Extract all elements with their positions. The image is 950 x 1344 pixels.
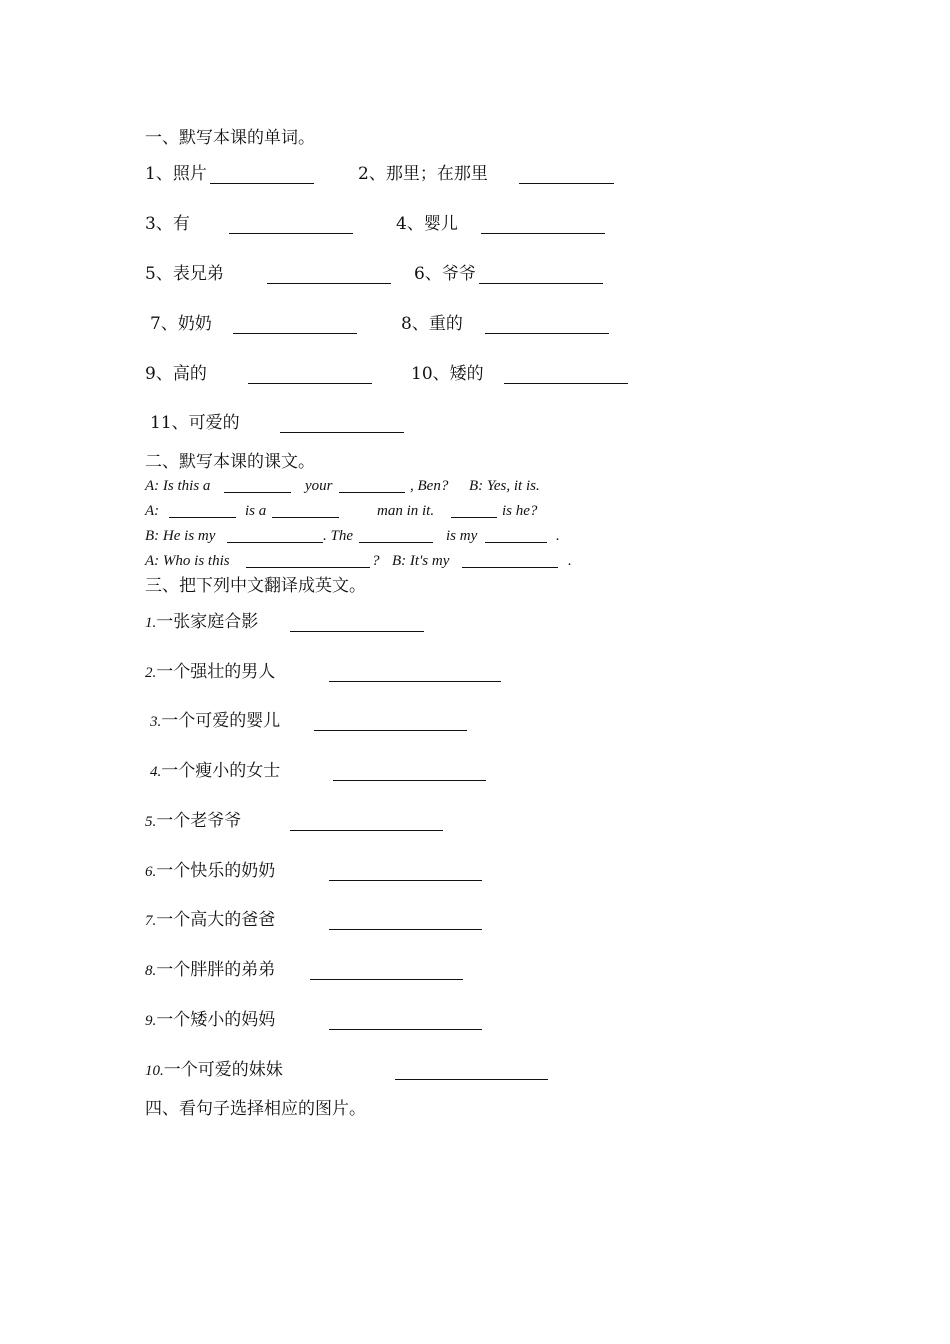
answer-blank[interactable] <box>210 167 314 184</box>
section-2-heading: 二、默写本课的课文。 <box>145 452 315 472</box>
answer-blank[interactable] <box>329 864 482 881</box>
translation-item-1 <box>145 612 258 633</box>
answer-blank[interactable] <box>329 1013 482 1030</box>
translation-text: 一个强壮的男人 <box>156 662 276 682</box>
dialogue-4-c: B: It's my <box>392 553 450 569</box>
word-num: 9 <box>145 364 156 384</box>
word-text: 爷爷 <box>441 264 476 284</box>
word-num: 5 <box>145 264 156 284</box>
answer-blank[interactable] <box>333 764 486 781</box>
answer-blank[interactable] <box>290 615 424 632</box>
word-item-5 <box>145 264 224 284</box>
dialogue-1-b: your <box>305 478 333 494</box>
answer-blank[interactable] <box>479 267 603 284</box>
translation-text: 一个高大的爸爸 <box>156 910 276 930</box>
answer-blank[interactable] <box>229 217 353 234</box>
translation-num: 7. <box>145 913 157 929</box>
word-text: 矮的 <box>449 364 484 384</box>
word-sep: 、 <box>411 314 429 334</box>
answer-blank[interactable] <box>227 526 323 543</box>
translation-item-3 <box>150 711 280 732</box>
word-sep: 、 <box>155 164 173 184</box>
dialogue-3-a: B: He is my <box>145 528 216 544</box>
translation-num: 6. <box>145 864 157 880</box>
answer-blank[interactable] <box>359 526 433 543</box>
translation-item-2 <box>145 662 275 683</box>
word-text: 婴儿 <box>423 214 458 234</box>
answer-blank[interactable] <box>462 551 558 568</box>
word-item-11 <box>150 413 240 433</box>
translation-num: 10. <box>145 1063 164 1079</box>
word-num: 1 <box>145 164 156 184</box>
word-item-8 <box>401 314 463 334</box>
translation-text: 一个瘦小的女士 <box>161 761 281 781</box>
dialogue-1-a: A: Is this a <box>145 478 211 494</box>
answer-blank[interactable] <box>280 416 404 433</box>
word-item-10 <box>411 364 484 384</box>
word-num: 10 <box>411 364 433 384</box>
dialogue-4-a: A: Who is this <box>145 553 230 569</box>
translation-item-6 <box>145 861 275 882</box>
word-text: 有 <box>172 214 190 234</box>
translation-text: 一个矮小的妈妈 <box>156 1010 276 1030</box>
word-num: 3 <box>145 214 156 234</box>
word-num: 6 <box>414 264 425 284</box>
translation-num: 8. <box>145 963 157 979</box>
answer-blank[interactable] <box>519 167 614 184</box>
word-text: 高的 <box>172 364 207 384</box>
answer-blank[interactable] <box>395 1063 548 1080</box>
section-3-heading: 三、把下列中文翻译成英文。 <box>145 576 366 596</box>
word-sep: 、 <box>155 364 173 384</box>
dialogue-2-b: is a <box>245 503 267 519</box>
dialogue-3-d: . <box>556 528 560 544</box>
word-text: 可爱的 <box>188 413 240 433</box>
translation-num: 5. <box>145 814 157 830</box>
answer-blank[interactable] <box>329 913 482 930</box>
dialogue-3-b: . The <box>323 528 353 544</box>
answer-blank[interactable] <box>246 551 370 568</box>
dialogue-4-b: ? <box>372 553 380 569</box>
word-sep: 、 <box>424 264 442 284</box>
translation-text: 一个快乐的奶奶 <box>156 861 276 881</box>
translation-text: 一个老爷爷 <box>156 811 242 831</box>
word-num: 7 <box>150 314 161 334</box>
word-item-3 <box>145 214 190 234</box>
word-item-2 <box>358 164 488 184</box>
translation-text: 一个可爱的妹妹 <box>163 1060 283 1080</box>
word-item-6 <box>414 264 476 284</box>
answer-blank[interactable] <box>485 526 547 543</box>
dialogue-1-c: , Ben? <box>410 478 449 494</box>
word-item-4 <box>396 214 458 234</box>
word-num: 4 <box>396 214 407 234</box>
word-sep: 、 <box>155 214 173 234</box>
word-text: 重的 <box>428 314 463 334</box>
word-sep: 、 <box>171 413 189 433</box>
answer-blank[interactable] <box>314 714 467 731</box>
answer-blank[interactable] <box>329 665 501 682</box>
translation-item-5 <box>145 811 241 832</box>
translation-item-8 <box>145 960 275 981</box>
answer-blank[interactable] <box>272 501 339 518</box>
translation-item-10 <box>145 1060 283 1081</box>
translation-text: 一个可爱的婴儿 <box>161 711 281 731</box>
word-num: 2 <box>358 164 369 184</box>
translation-num: 3. <box>150 714 162 730</box>
translation-text: 一个胖胖的弟弟 <box>156 960 276 980</box>
translation-item-4 <box>150 761 280 782</box>
dialogue-2-d: is he? <box>502 503 538 519</box>
word-num: 11 <box>150 413 172 433</box>
word-text: 奶奶 <box>177 314 212 334</box>
word-num: 8 <box>401 314 412 334</box>
word-sep: 、 <box>432 364 450 384</box>
word-text: 照片 <box>172 164 207 184</box>
dialogue-3-c: is my <box>446 528 478 544</box>
translation-num: 2. <box>145 665 157 681</box>
word-item-7 <box>150 314 212 334</box>
word-item-9 <box>145 364 207 384</box>
answer-blank[interactable] <box>248 367 372 384</box>
translation-num: 9. <box>145 1013 157 1029</box>
word-text: 表兄弟 <box>172 264 224 284</box>
translation-num: 4. <box>150 764 162 780</box>
section-4-heading: 四、看句子选择相应的图片。 <box>145 1099 366 1119</box>
translation-text: 一张家庭合影 <box>156 612 259 632</box>
word-sep: 、 <box>406 214 424 234</box>
dialogue-1-d: B: Yes, it is. <box>469 478 540 494</box>
answer-blank[interactable] <box>481 217 605 234</box>
word-item-1 <box>145 164 207 184</box>
answer-blank[interactable] <box>485 317 609 334</box>
answer-blank[interactable] <box>451 501 497 518</box>
translation-num: 1. <box>145 615 157 631</box>
word-sep: 、 <box>160 314 178 334</box>
dialogue-2-a: A: <box>145 503 160 519</box>
word-text: 那里；在那里 <box>385 164 488 184</box>
word-sep: 、 <box>368 164 386 184</box>
answer-blank[interactable] <box>224 476 291 493</box>
answer-blank[interactable] <box>504 367 628 384</box>
answer-blank[interactable] <box>310 963 463 980</box>
translation-item-9 <box>145 1010 275 1031</box>
answer-blank[interactable] <box>267 267 391 284</box>
dialogue-4-d: . <box>568 553 572 569</box>
section-1-heading: 一、默写本课的单词。 <box>145 128 315 148</box>
dialogue-2-c: man in it. <box>377 503 435 519</box>
word-sep: 、 <box>155 264 173 284</box>
answer-blank[interactable] <box>290 814 443 831</box>
answer-blank[interactable] <box>169 501 236 518</box>
answer-blank[interactable] <box>233 317 357 334</box>
answer-blank[interactable] <box>339 476 405 493</box>
translation-item-7 <box>145 910 275 931</box>
